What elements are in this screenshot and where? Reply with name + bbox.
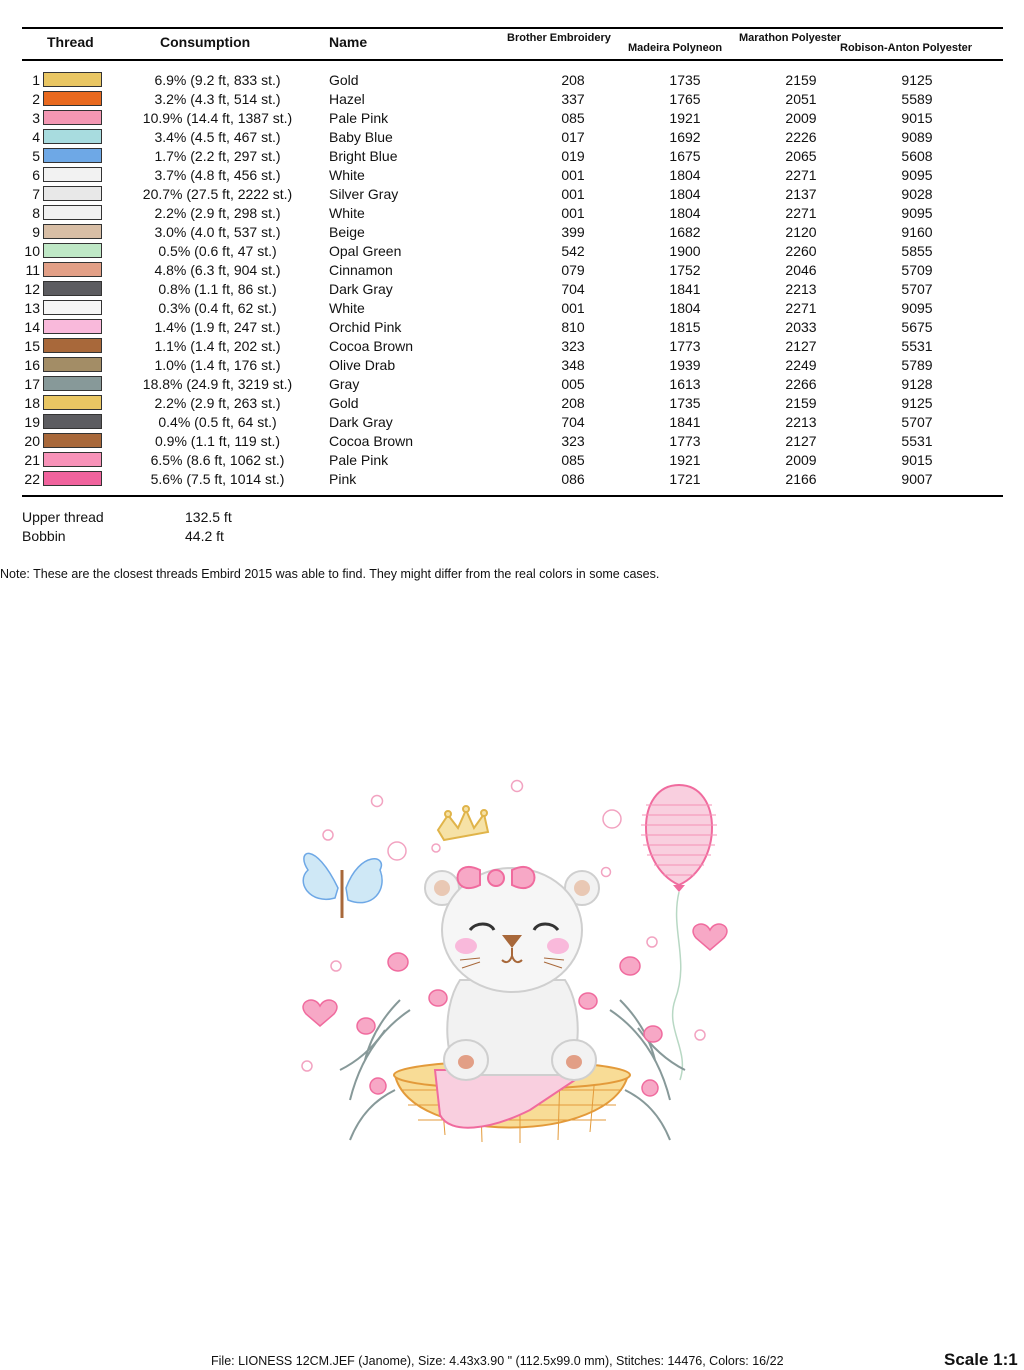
thread-consumption: 3.4% (4.5 ft, 467 st.): [154, 129, 281, 145]
table-row: [0, 184, 1024, 203]
thread-name: Orchid Pink: [329, 319, 402, 335]
table-row: [0, 374, 1024, 393]
thread-name: White: [329, 205, 365, 221]
robison-code: 9015: [901, 452, 933, 468]
thread-consumption: 1.4% (1.9 ft, 247 st.): [154, 319, 281, 335]
thread-color-swatch: [43, 395, 102, 410]
table-row: [0, 222, 1024, 241]
marathon-code: 2046: [785, 262, 817, 278]
madeira-code: 1682: [669, 224, 701, 240]
brother-code: 208: [561, 395, 585, 411]
table-row: [0, 241, 1024, 260]
table-row: [0, 298, 1024, 317]
thread-name: White: [329, 167, 365, 183]
robison-code: 5855: [901, 243, 933, 259]
thread-consumption: 6.5% (8.6 ft, 1062 st.): [150, 452, 285, 468]
marathon-code: 2213: [785, 281, 817, 297]
marathon-code: 2065: [785, 148, 817, 164]
thread-index: 1: [32, 72, 40, 88]
butterfly: [303, 853, 382, 918]
brother-code: 542: [561, 243, 585, 259]
marathon-code: 2260: [785, 243, 817, 259]
marathon-code: 2033: [785, 319, 817, 335]
header-madeira: Madeira Polyneon: [628, 42, 723, 54]
madeira-code: 1773: [669, 433, 701, 449]
thread-table-body: [0, 70, 1024, 488]
thread-consumption: 5.6% (7.5 ft, 1014 st.): [150, 471, 285, 487]
table-row: [0, 431, 1024, 450]
thread-index: 13: [24, 300, 40, 316]
thread-index: 2: [32, 91, 40, 107]
brother-code: 085: [561, 110, 585, 126]
thread-consumption: 2.2% (2.9 ft, 298 st.): [154, 205, 281, 221]
file-info-footer: File: LIONESS 12CM.JEF (Janome), Size: 4.43x3.90 " (112.5x99.0 mm), Stitches: 14476, Colors: 16/22: [211, 1354, 784, 1368]
marathon-code: 2159: [785, 395, 817, 411]
brother-code: 001: [561, 205, 585, 221]
thread-color-swatch: [43, 300, 102, 315]
robison-code: 9015: [901, 110, 933, 126]
thread-name: Beige: [329, 224, 365, 240]
madeira-code: 1735: [669, 72, 701, 88]
table-row: [0, 336, 1024, 355]
thread-consumption: 0.4% (0.5 ft, 64 st.): [158, 414, 277, 430]
brother-code: 323: [561, 433, 585, 449]
madeira-code: 1841: [669, 414, 701, 430]
madeira-code: 1692: [669, 129, 701, 145]
brother-code: 017: [561, 129, 585, 145]
thread-color-swatch: [43, 72, 102, 87]
table-row: [0, 260, 1024, 279]
thread-consumption: 6.9% (9.2 ft, 833 st.): [154, 72, 281, 88]
table-row: [0, 108, 1024, 127]
thread-color-swatch: [43, 167, 102, 182]
marathon-code: 2159: [785, 72, 817, 88]
thread-name: Baby Blue: [329, 129, 393, 145]
thread-index: 10: [24, 243, 40, 259]
table-row: [0, 412, 1024, 431]
brother-code: 086: [561, 471, 585, 487]
thread-index: 14: [24, 319, 40, 335]
brother-code: 001: [561, 167, 585, 183]
thread-name: Pale Pink: [329, 110, 389, 126]
robison-code: 5675: [901, 319, 933, 335]
madeira-code: 1752: [669, 262, 701, 278]
table-bottom-rule: [22, 495, 1003, 497]
thread-index: 3: [32, 110, 40, 126]
header-marathon: Marathon Polyester: [739, 32, 842, 44]
thread-index: 11: [25, 262, 40, 278]
brother-code: 348: [561, 357, 585, 373]
table-row: [0, 89, 1024, 108]
table-top-rule: [22, 27, 1003, 29]
marathon-code: 2271: [785, 167, 817, 183]
madeira-code: 1804: [669, 186, 701, 202]
thread-name: Pale Pink: [329, 452, 389, 468]
marathon-code: 2271: [785, 300, 817, 316]
thread-name: Pink: [329, 471, 357, 487]
thread-index: 12: [24, 281, 40, 297]
thread-consumption: 3.0% (4.0 ft, 537 st.): [154, 224, 281, 240]
brother-code: 085: [561, 452, 585, 468]
thread-color-swatch: [43, 452, 102, 467]
thread-index: 5: [32, 148, 40, 164]
table-row: [0, 279, 1024, 298]
madeira-code: 1841: [669, 281, 701, 297]
thread-consumption: 0.5% (0.6 ft, 47 st.): [158, 243, 277, 259]
header-consumption: Consumption: [160, 34, 251, 50]
brother-code: 079: [561, 262, 585, 278]
madeira-code: 1815: [669, 319, 701, 335]
thread-color-swatch: [43, 471, 102, 486]
robison-code: 9007: [901, 471, 933, 487]
table-row: [0, 393, 1024, 412]
brother-code: 019: [561, 148, 585, 164]
robison-code: 5707: [901, 281, 933, 297]
table-row: [0, 203, 1024, 222]
thread-index: 4: [32, 129, 40, 145]
thread-index: 20: [24, 433, 40, 449]
marathon-code: 2051: [785, 91, 817, 107]
thread-color-swatch: [43, 110, 102, 125]
thread-consumption: 0.9% (1.1 ft, 119 st.): [154, 433, 281, 449]
thread-index: 17: [24, 376, 40, 392]
madeira-code: 1675: [669, 148, 701, 164]
thread-consumption: 4.8% (6.3 ft, 904 st.): [154, 262, 281, 278]
brother-code: 001: [561, 300, 585, 316]
thread-index: 18: [24, 395, 40, 411]
thread-consumption: 3.2% (4.3 ft, 514 st.): [154, 91, 281, 107]
thread-consumption: 18.8% (24.9 ft, 3219 st.): [142, 376, 293, 392]
marathon-code: 2213: [785, 414, 817, 430]
thread-color-swatch: [43, 376, 102, 391]
scale-label: Scale 1:1: [944, 1350, 1018, 1369]
thread-name: Silver Gray: [329, 186, 399, 202]
thread-color-swatch: [43, 338, 102, 353]
thread-consumption: 1.7% (2.2 ft, 297 st.): [154, 148, 281, 164]
header-thread: Thread: [47, 34, 94, 50]
marathon-code: 2249: [785, 357, 817, 373]
thread-color-swatch: [43, 243, 102, 258]
thread-name: Gold: [329, 395, 359, 411]
table-row: [0, 317, 1024, 336]
thread-color-swatch: [43, 433, 102, 448]
brother-code: 704: [561, 281, 585, 297]
marathon-code: 2120: [785, 224, 817, 240]
marathon-code: 2127: [785, 338, 817, 354]
header-brother: Brother Embroidery: [507, 32, 611, 44]
marathon-code: 2266: [785, 376, 817, 392]
madeira-code: 1765: [669, 91, 701, 107]
header-name: Name: [329, 34, 368, 50]
thread-consumption: 2.2% (2.9 ft, 263 st.): [154, 395, 281, 411]
madeira-code: 1721: [669, 471, 701, 487]
thread-name: Dark Gray: [329, 281, 393, 297]
thread-name: Hazel: [329, 91, 365, 107]
robison-code: 9095: [901, 205, 933, 221]
madeira-code: 1900: [669, 243, 701, 259]
brother-code: 399: [561, 224, 585, 240]
thread-color-swatch: [43, 357, 102, 372]
thread-index: 19: [24, 414, 40, 430]
thread-consumption: 1.0% (1.4 ft, 176 st.): [154, 357, 281, 373]
header-robison: Robison-Anton Polyester: [840, 42, 973, 54]
robison-code: 5608: [901, 148, 933, 164]
thread-color-swatch: [43, 224, 102, 239]
thread-color-swatch: [43, 281, 102, 296]
lioness: [425, 867, 599, 1080]
thread-color-swatch: [43, 205, 102, 220]
brother-code: 810: [561, 319, 585, 335]
thread-index: 22: [24, 471, 40, 487]
robison-code: 9125: [901, 395, 933, 411]
robison-code: 5531: [901, 433, 933, 449]
thread-index: 16: [24, 357, 40, 373]
robison-code: 5709: [901, 262, 933, 278]
robison-code: 9028: [901, 186, 933, 202]
table-row: [0, 146, 1024, 165]
thread-color-swatch: [43, 148, 102, 163]
thread-name: Gray: [329, 376, 360, 392]
robison-code: 9160: [901, 224, 933, 240]
robison-code: 9089: [901, 129, 933, 145]
thread-name: Cinnamon: [329, 262, 393, 278]
madeira-code: 1921: [669, 110, 701, 126]
table-row: [0, 165, 1024, 184]
robison-code: 5531: [901, 338, 933, 354]
thread-name: White: [329, 300, 365, 316]
robison-code: 9095: [901, 300, 933, 316]
thread-index: 9: [32, 224, 40, 240]
thread-index: 6: [32, 167, 40, 183]
closest-threads-note: Note: These are the closest threads Embird 2015 was able to find. They might differ from the real colors in some cases.: [0, 567, 660, 581]
thread-color-swatch: [43, 414, 102, 429]
thread-name: Dark Gray: [329, 414, 393, 430]
brother-code: 323: [561, 338, 585, 354]
thread-color-swatch: [43, 319, 102, 334]
marathon-code: 2137: [785, 186, 817, 202]
thread-color-swatch: [43, 91, 102, 106]
bow: [458, 867, 535, 888]
marathon-code: 2271: [785, 205, 817, 221]
brother-code: 337: [561, 91, 585, 107]
thread-index: 15: [24, 338, 40, 354]
thread-consumption: 20.7% (27.5 ft, 2222 st.): [142, 186, 293, 202]
thread-color-swatch: [43, 262, 102, 277]
thread-color-swatch: [43, 186, 102, 201]
thread-name: Cocoa Brown: [329, 433, 414, 449]
robison-code: 9095: [901, 167, 933, 183]
brother-code: 704: [561, 414, 585, 430]
crown: [438, 806, 488, 840]
thread-consumption: 0.8% (1.1 ft, 86 st.): [158, 281, 277, 297]
marathon-code: 2127: [785, 433, 817, 449]
table-row: [0, 469, 1024, 488]
thread-name: Gold: [329, 72, 359, 88]
thread-consumption: 1.1% (1.4 ft, 202 st.): [154, 338, 281, 354]
marathon-code: 2226: [785, 129, 817, 145]
table-row: [0, 70, 1024, 89]
thread-consumption: 3.7% (4.8 ft, 456 st.): [154, 167, 281, 183]
thread-index: 21: [24, 452, 40, 468]
bobbin-label: Bobbin: [22, 528, 66, 544]
thread-name: Bright Blue: [329, 148, 398, 164]
madeira-code: 1613: [669, 376, 701, 392]
upper-thread-value: 132.5 ft: [185, 509, 232, 525]
thread-index: 8: [32, 205, 40, 221]
madeira-code: 1773: [669, 338, 701, 354]
brother-code: 005: [561, 376, 585, 392]
brother-code: 001: [561, 186, 585, 202]
madeira-code: 1804: [669, 205, 701, 221]
thread-index: 7: [32, 186, 40, 202]
robison-code: 5589: [901, 91, 933, 107]
marathon-code: 2009: [785, 452, 817, 468]
brother-code: 208: [561, 72, 585, 88]
marathon-code: 2009: [785, 110, 817, 126]
thread-color-swatch: [43, 129, 102, 144]
robison-code: 9125: [901, 72, 933, 88]
marathon-code: 2166: [785, 471, 817, 487]
thread-name: Cocoa Brown: [329, 338, 414, 354]
table-header-rule: [22, 59, 1003, 61]
thread-name: Opal Green: [329, 243, 402, 259]
madeira-code: 1921: [669, 452, 701, 468]
madeira-code: 1735: [669, 395, 701, 411]
robison-code: 9128: [901, 376, 933, 392]
madeira-code: 1804: [669, 167, 701, 183]
bobbin-value: 44.2 ft: [185, 528, 224, 544]
madeira-code: 1804: [669, 300, 701, 316]
table-row: [0, 450, 1024, 469]
table-row: [0, 355, 1024, 374]
thread-consumption: 10.9% (14.4 ft, 1387 st.): [142, 110, 293, 126]
thread-consumption: 0.3% (0.4 ft, 62 st.): [158, 300, 277, 316]
robison-code: 5707: [901, 414, 933, 430]
thread-name: Olive Drab: [329, 357, 396, 373]
upper-thread-label: Upper thread: [22, 509, 104, 525]
madeira-code: 1939: [669, 357, 701, 373]
robison-code: 5789: [901, 357, 933, 373]
lioness-embroidery-design: [290, 770, 730, 1160]
table-row: [0, 127, 1024, 146]
